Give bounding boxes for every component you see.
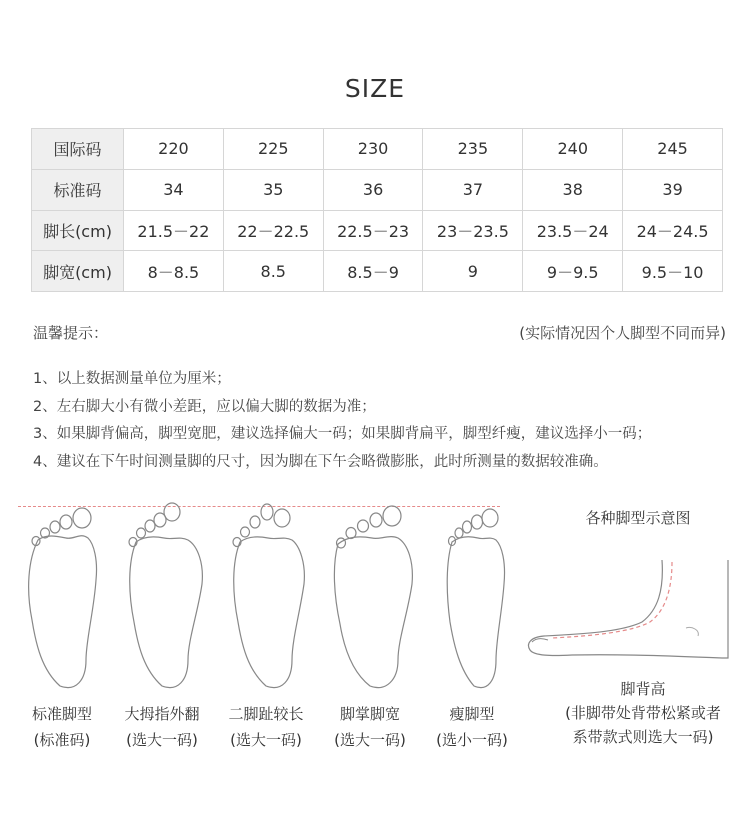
tips-note: (实际情况因个人脚型不同而异)	[519, 324, 726, 342]
table-cell: 8－8.5	[124, 251, 224, 292]
table-cell: 39	[623, 169, 723, 210]
table-cell: 23－23.5	[423, 210, 523, 251]
foot-bunion-icon	[122, 500, 206, 695]
tip-item: 2、左右脚大小有微小差距，应以偏大脚的数据为准；	[33, 398, 376, 415]
foot-label	[216, 701, 316, 753]
table-cell: 220	[124, 129, 224, 170]
tips-title: 温馨提示：	[33, 324, 109, 342]
foot-label	[12, 701, 112, 753]
foot-label	[422, 701, 522, 753]
foot-wide-icon	[330, 500, 414, 695]
table-cell: 36	[323, 169, 423, 210]
table-row	[32, 129, 723, 170]
table-cell: 24－24.5	[623, 210, 723, 251]
foot-type-name: 大拇指外翻	[124, 705, 200, 723]
high-arch-illustration	[522, 540, 732, 670]
row-header: 脚宽(cm)	[32, 251, 124, 292]
foot-label	[320, 701, 420, 753]
table-cell: 230	[323, 129, 423, 170]
page-title: SIZE	[344, 74, 406, 103]
foot-label	[112, 701, 212, 753]
foot-type-advice: (标准码)	[33, 731, 91, 749]
table-cell: 38	[523, 169, 623, 210]
row-header: 标准码	[32, 169, 124, 210]
foot-bunion-illustration	[122, 500, 206, 695]
tip-item: 4、建议在下午时间测量脚的尺寸，因为脚在下午会略微膨胀，此时所测量的数据较准确。	[33, 453, 608, 470]
table-cell: 9.5－10	[623, 251, 723, 292]
tip-item: 3、如果脚背偏高，脚型宽肥，建议选择偏大一码；如果脚背扁平，脚型纤瘦，建议选择小一码；	[33, 426, 652, 442]
table-cell: 34	[124, 169, 224, 210]
foot-slim-illustration	[434, 500, 518, 695]
foot-type-name: 瘦脚型	[449, 705, 495, 723]
foot-standard-illustration	[20, 500, 104, 695]
table-cell: 22－22.5	[223, 210, 323, 251]
row-header: 国际码	[32, 129, 124, 170]
tip-item: 1、以上数据测量单位为厘米；	[33, 371, 231, 387]
foot-long-second-toe-illustration	[226, 500, 310, 695]
table-cell: 9－9.5	[523, 251, 623, 292]
table-cell: 240	[523, 129, 623, 170]
high-arch-advice: 系带款式则选大一码)	[572, 728, 714, 746]
foot-wide-illustration	[330, 500, 414, 695]
foot-type-advice: (选大一码)	[334, 731, 406, 749]
foot-types-diagram-title: 各种脚型示意图	[585, 509, 691, 527]
foot-long-second-toe-icon	[226, 500, 310, 695]
foot-type-advice: (选大一码)	[230, 731, 302, 749]
foot-type-advice: (选小一码)	[436, 731, 508, 749]
table-cell: 8.5－9	[323, 251, 423, 292]
tips-list	[33, 366, 745, 476]
table-cell: 235	[423, 129, 523, 170]
foot-type-advice: (选大一码)	[126, 731, 198, 749]
table-cell: 9	[423, 251, 523, 292]
high-arch-name: 脚背高	[620, 680, 666, 698]
table-cell: 35	[223, 169, 323, 210]
table-cell: 23.5－24	[523, 210, 623, 251]
table-cell: 37	[423, 169, 523, 210]
table-row	[32, 169, 723, 210]
table-cell: 245	[623, 129, 723, 170]
table-row	[32, 251, 723, 292]
foot-type-name: 脚掌脚宽	[339, 705, 400, 723]
high-arch-label	[548, 677, 738, 749]
table-cell: 8.5	[223, 251, 323, 292]
foot-standard-icon	[20, 500, 104, 695]
foot-type-name: 标准脚型	[31, 705, 92, 723]
table-cell: 21.5－22	[124, 210, 224, 251]
table-cell: 22.5－23	[323, 210, 423, 251]
high-arch-foot-icon	[522, 540, 732, 670]
foot-type-name: 二脚趾较长	[228, 705, 304, 723]
foot-slim-icon	[434, 500, 518, 695]
table-row	[32, 210, 723, 251]
high-arch-advice: (非脚带处背带松紧或者	[565, 704, 721, 722]
size-table	[31, 128, 723, 292]
table-cell: 225	[223, 129, 323, 170]
row-header: 脚长(cm)	[32, 210, 124, 251]
